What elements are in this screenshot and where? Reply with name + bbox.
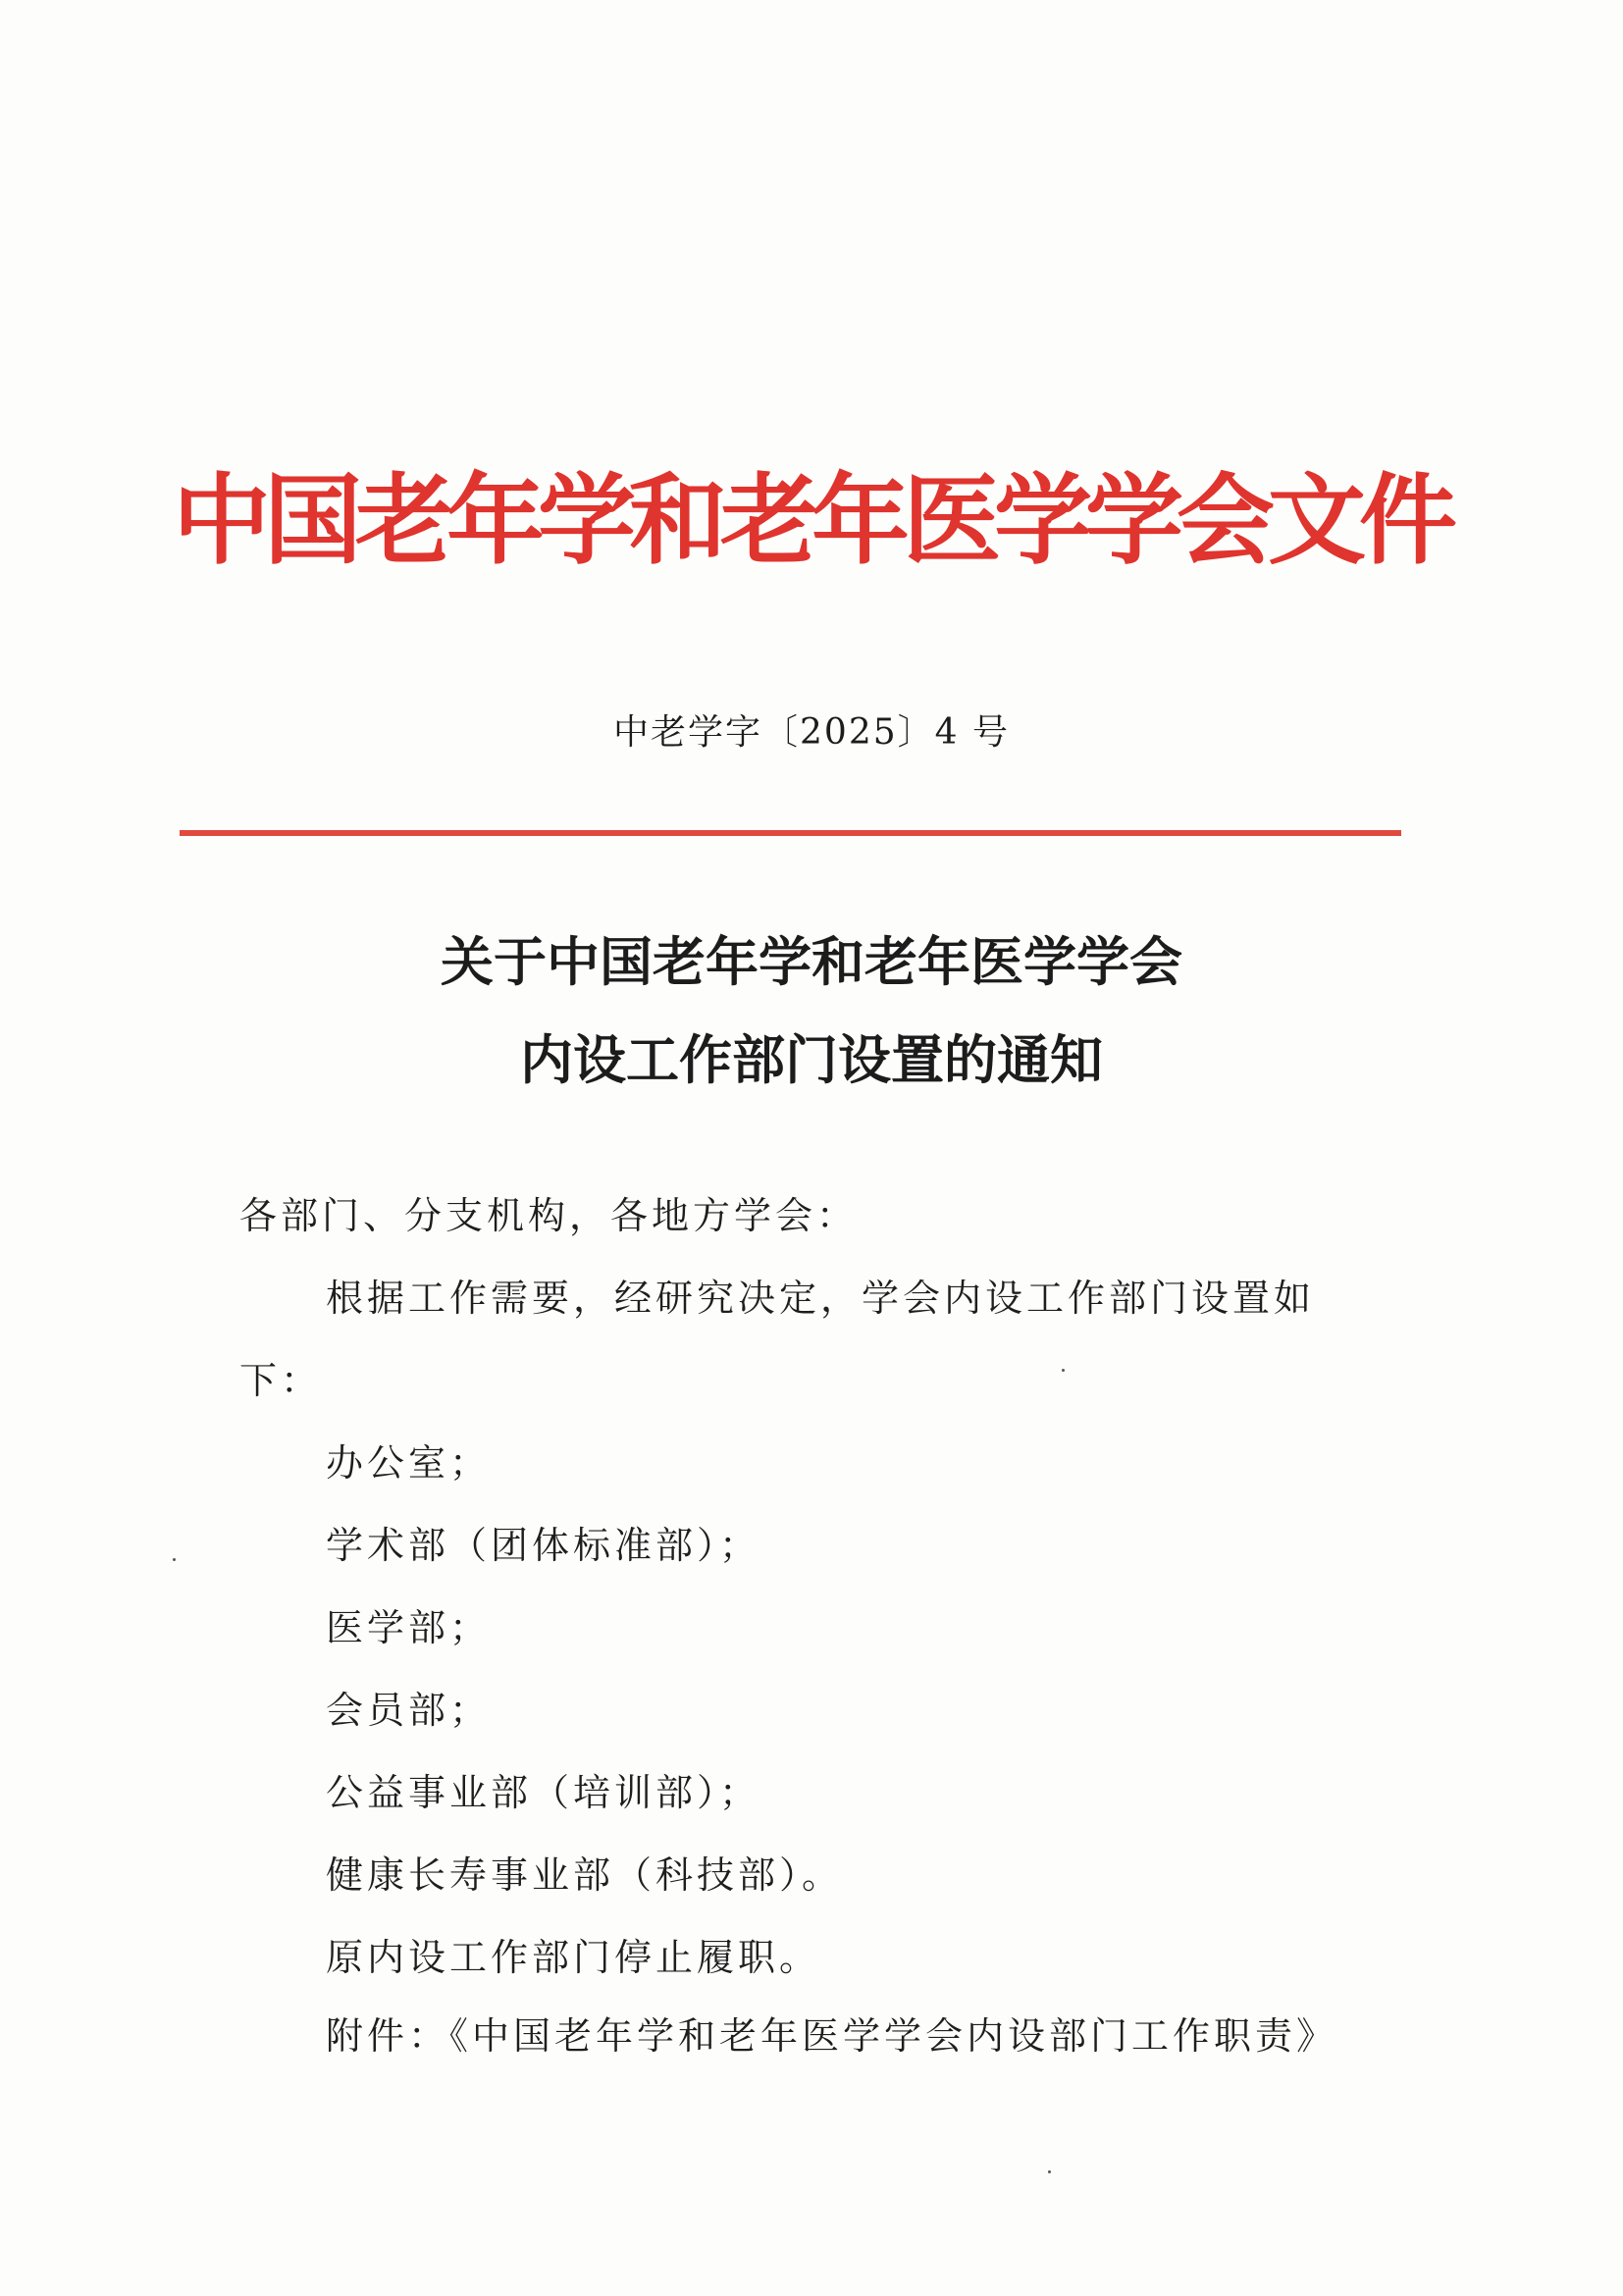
scan-speck bbox=[1048, 2170, 1051, 2173]
intro-paragraph-line-2: 下： bbox=[239, 1359, 323, 1402]
attachment-reference: 附件：《中国老年学和老年医学学会内设部门工作职责》 bbox=[326, 2014, 1338, 2058]
department-item: 医学部； bbox=[326, 1606, 492, 1649]
department-item: 学术部（团体标准部）； bbox=[326, 1524, 761, 1567]
department-item: 公益事业部（培训部）； bbox=[326, 1771, 761, 1814]
notice-title-line-1: 关于中国老年学和老年医学学会 bbox=[441, 930, 1182, 993]
red-divider-line bbox=[180, 830, 1401, 836]
department-item: 健康长寿事业部（科技部）。 bbox=[326, 1853, 844, 1897]
document-number: 中老学字〔2025〕4 号 bbox=[613, 712, 1010, 753]
notice-title-line-2: 内设工作部门设置的通知 bbox=[520, 1028, 1103, 1091]
org-letterhead-title: 中国老年学和老年医学学会文件 bbox=[173, 462, 1450, 578]
department-item: 会员部； bbox=[326, 1689, 492, 1732]
intro-paragraph-line-1: 根据工作需要，经研究决定，学会内设工作部门设置如 bbox=[326, 1277, 1316, 1320]
scan-speck bbox=[1062, 1369, 1065, 1372]
department-item: 办公室； bbox=[326, 1441, 492, 1485]
scan-speck bbox=[173, 1558, 176, 1561]
salutation: 各部门、分支机构，各地方学会： bbox=[239, 1194, 859, 1237]
notice-title bbox=[0, 913, 1623, 1109]
closing-statement: 原内设工作部门停止履职。 bbox=[326, 1936, 821, 1979]
